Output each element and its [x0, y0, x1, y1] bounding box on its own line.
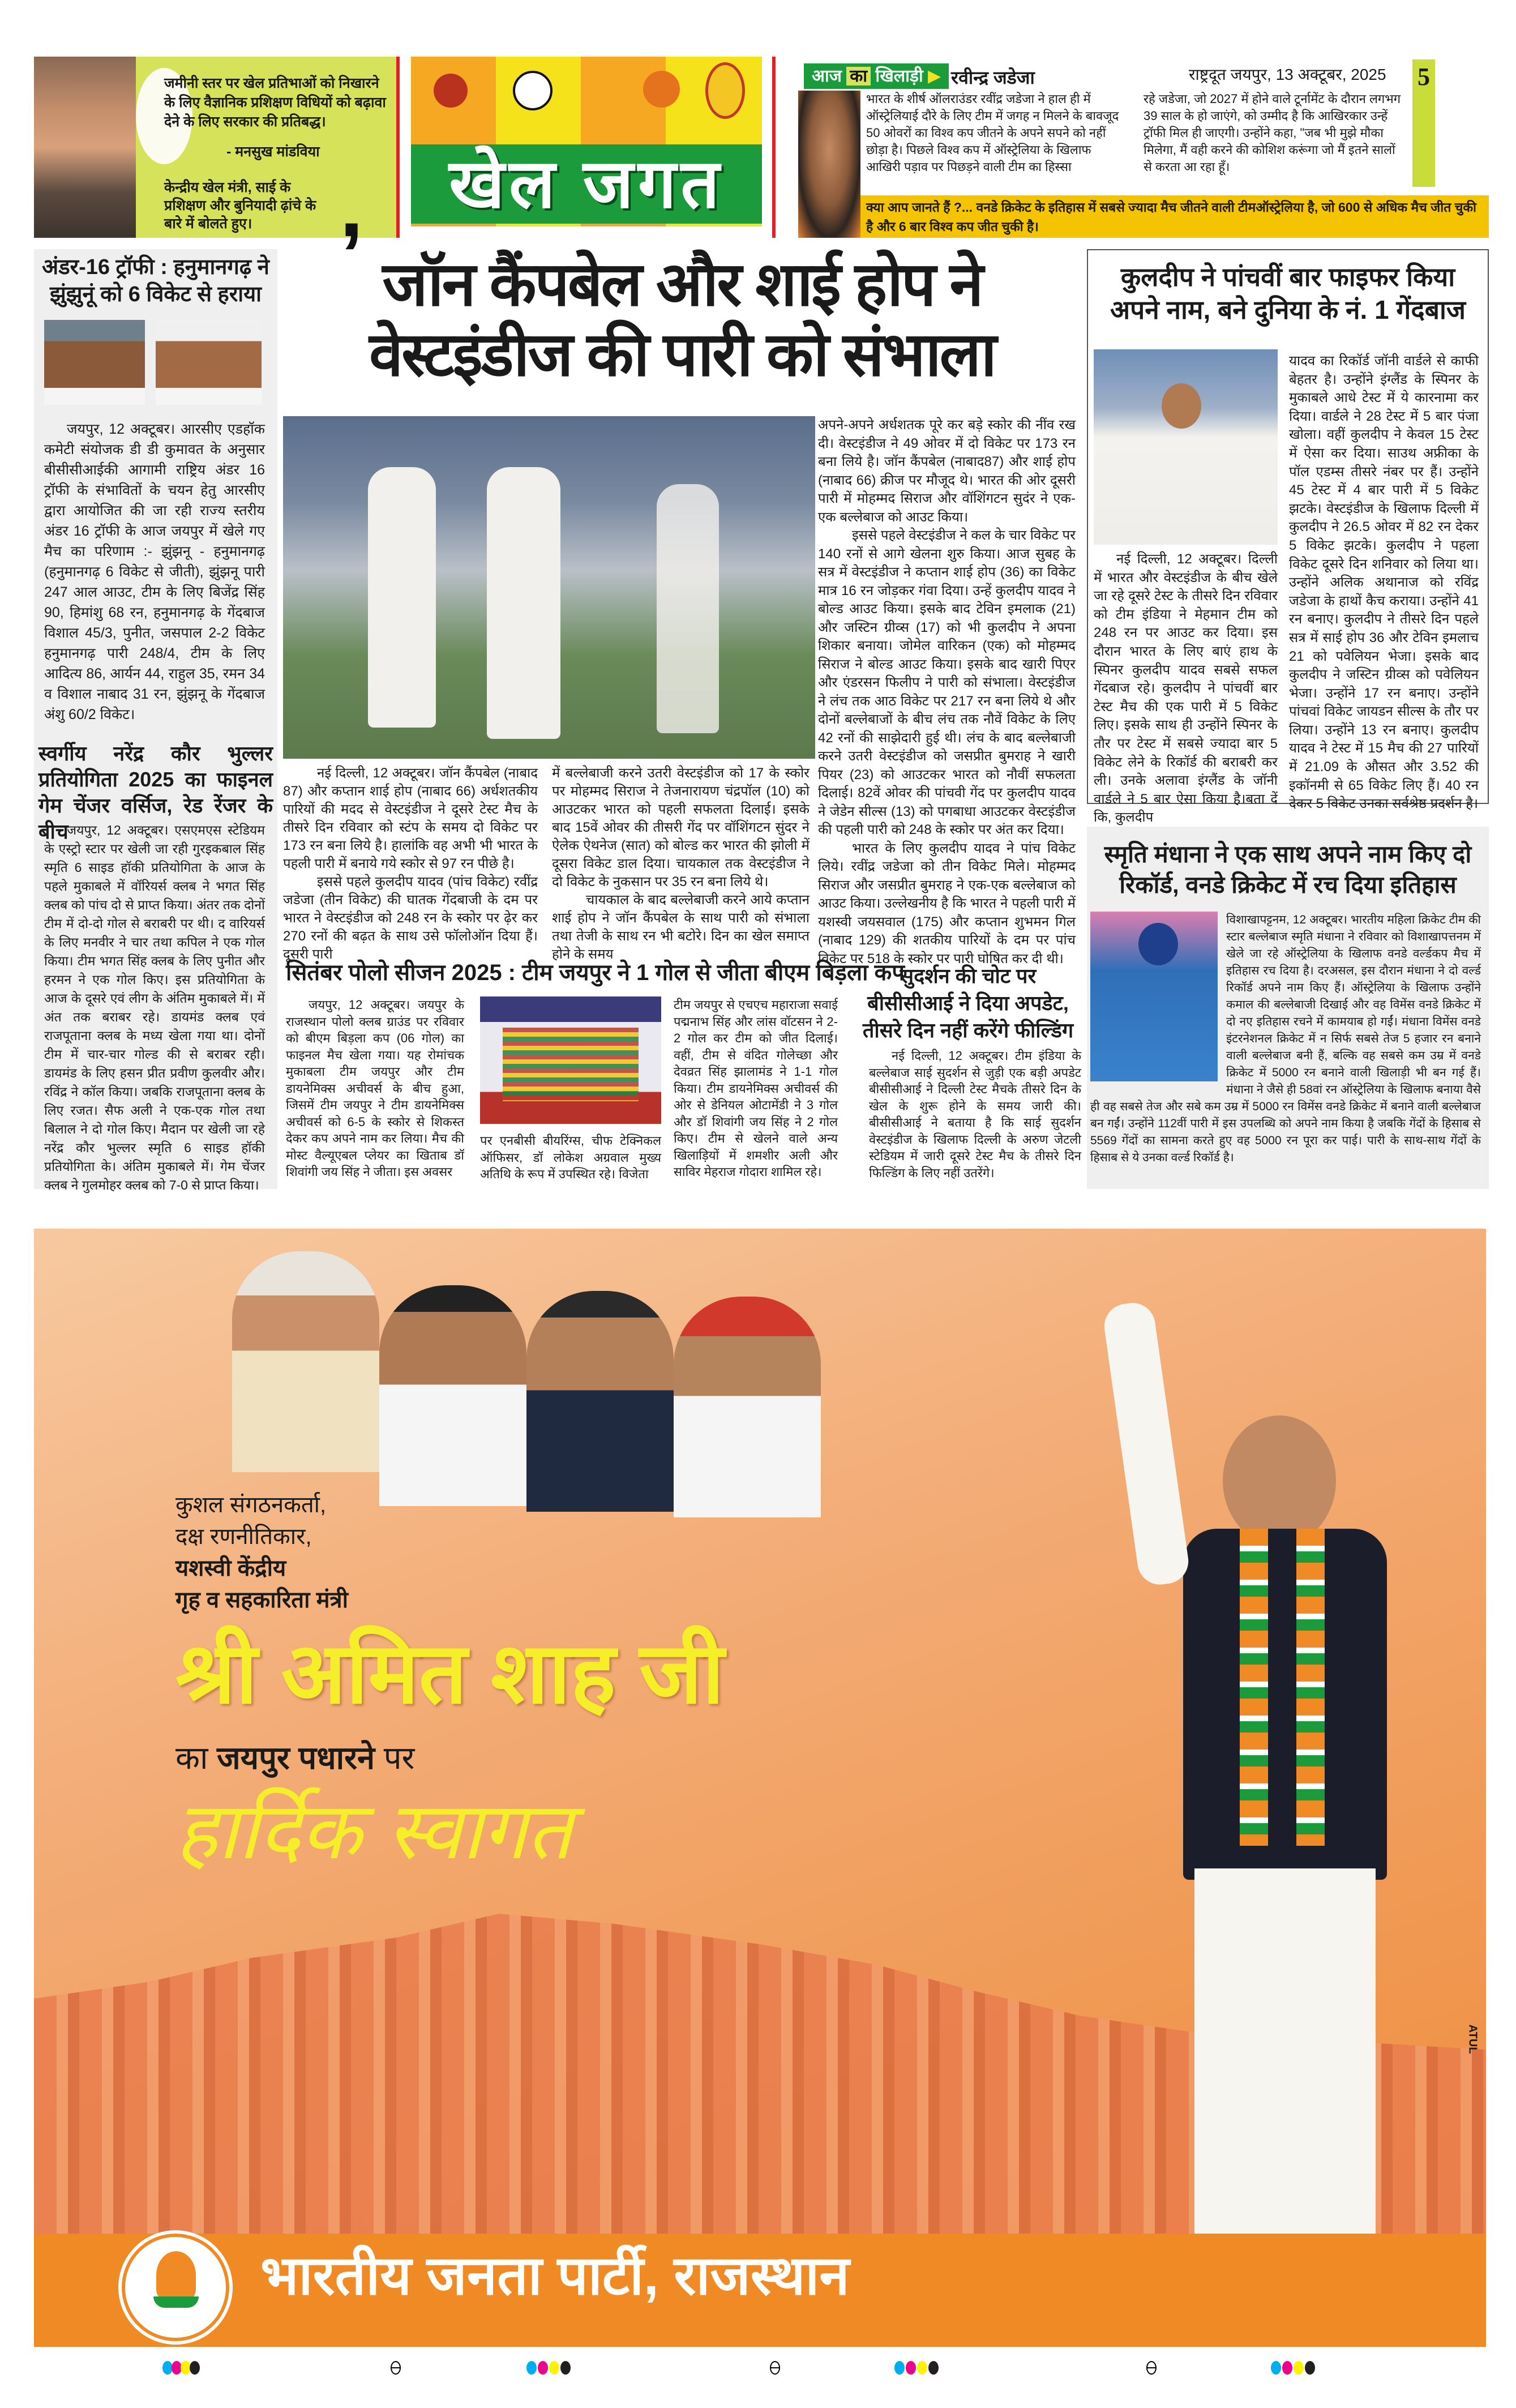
closing-quote-icon: , — [340, 159, 363, 254]
figure-jacket — [1183, 1529, 1387, 1880]
story-body: जयपुर, 12 अक्टूबर। आरसीए एडहॉक कमेटी संयोजक डी डी कुमावत के अनुसार बीसीसीआईकी आगामी राष्ट्रिय अंडर 16 ट्रॉफी के संभावितों के चयन हेतु आरसीए द्वारा आयोजित की जा रही राज्य स्तरीय अंडर 16 ट्रॉफी के आज जयपुर में खेले गए मैच का परिणाम :- झुंझनू - हनुमानगढ़ (हनुमानगढ़ 6 विकेट से जीती), झुंझनू पारी 247 आल आउट, टीम के लिए बिजेंद्र सिंह 90, हिमांशु 68 रन, हनुमानगढ़ के गेंदबाज विशाल 45/3, पुनीत, जसपाल 2-2 विकेट हनुमानगढ़ पारी 248/4, टीम के लिए आदित्य 86, आर्यन 44, राहुल 35, रमन 34 व विशाल नाबाद 31 रन, झुंझनू के गेंदबाज अंशु 60/2 विकेट। — [44, 421, 265, 722]
tag-word: आज — [812, 67, 842, 85]
smriti-story-box — [1087, 827, 1489, 1189]
lotus-leaves — [153, 2296, 199, 2308]
polo-col3: टीम जयपुर से एचएच महाराजा सवाई पद्मनाभ सिंह और लांस वॉटसन ने 2-2 गोल कर टीम को जीत दिलाई। वहीं, टीम से वंदित गोलेच्छा और देवव्रत सिंह झालामंड ने 1-1 गोल किया। टीम डायनेमिक्स अचीवर्स की ओर से डेनियल ओटामेंडी ने 3 गोल और डॉ शिवांगी जय सिंह ने 2 गोल किए। टीम से खेलने वाले अन्य खिलाड़ियों में शमशीर अली और साविर मेहराज गोदारा शामिल रहे। — [674, 998, 838, 1179]
headline-polo: सितंबर पोलो सीजन 2025 : टीम जयपुर ने 1 गोल से जीता बीएम बिड़ला कप — [286, 960, 905, 985]
fielder-figure — [657, 484, 719, 733]
yellow-registration-dot — [549, 2361, 559, 2375]
paragraph: इससे पहले वेस्टइंडीज ने कल के चार विकेट पर 140 रनों से आगे खेलना शुरु किया। आज सुबह के सत्र में वेस्टइंडीज ने कप्तान शाई होप (36) का विकेट मात्र 16 रन जोड़कर गंवा दिया। उन्हें कुलदीप यादव ने बोल्ड आउट किया। इसके बाद टेविन इमलाक (21) और जस्टिन ग्रीव्स (17) को भी कुलदीप ने अपना शिकार बनाया। जोमेल वारिकन (एक) को मोहम्मद सिराज ने बोल्ड आउट किया। इसके बाद खारी पिएर और एंडरसन फिलीप ने पारी को संभाला। वेस्टइंडीज ने लंच तक आठ विकेट पर 217 रन बना लिये थे और दोनों बल्लेबाजों के बीच लंच तक नौवें विकेट के लिए 42 रनों की साझेदारी हुई थी। लंच के बाद बल्लेबाजी करने उतरी वेस्टइंडीज को जसप्रीत बुमराह ने खारी पियर (23) को आउटकर भारत को नौवीं सफलता दिलाई। 82वें ओवर की पांचवी गेंद पर कुलदीप यादव ने जेडेन सील्स (13) को पगबाधा आउटकर वेस्टइंडीज की पहली पारी को 248 के स्कोर पर अंत कर दिया। — [818, 528, 1076, 837]
story-body: जयपुर, 12 अक्टूबर। एसएमएस स्टेडियम के एस्ट्रो स्टार पर खेली जा रही गुरइकबाल सिंह स्मृति 6 साइड हॉकी प्रतियोगिता के आज के पहले मुकाबले में वॉरियर्स क्लब ने भगत सिंह क्लब को पांच दो से प्राप्त किया। अंतर तक दोनों टीम में दो-दो गोल से बराबरी पर थी। द वारियर्स के लिए मनवीर ने चार तथा कपिल ने एक गोल किया। टीम भगत सिंह क्लब के लिए पुनीत और हरमन ने एक गोल किए। इस प्रतियोगिता के आज के दूसरे एवं लीग के अंतिम मुकाबले में। में अंत तक बराबर रहे। डायमंड क्लब एवं राजपूताना क्लब के मध्य खेला गया था। दोनों टीम में चार-चार गोल्ड की से बराबर रही। डायमंड के लिए हसन प्रीत प्रवीण कुलवीर और। रविंद्र ने कॉल किया। जबकि राजपूताना क्लब के लिए रजत। सैफ अली ने एक-एक गोल तथा बिलाल ने दो गोल किए। मैदान पर खेली जा रहे नरेंद्र कौर भुल्लर स्मृति 6 साइड हॉकी प्रतियोगिता के। अंतिम मुकाबले में। गेम चेंजर क्लब ने गुलमोहर क्लब को 7-0 से प्राप्त किया। — [44, 823, 265, 1192]
ad-text: जयपुर पधारने — [217, 1740, 375, 1776]
amit-shah-photo — [1110, 1302, 1461, 2293]
quote-author: - मनसुख मांडविया — [226, 144, 320, 160]
magenta-registration-dot — [1282, 2361, 1292, 2375]
polo-trophy-photo — [480, 996, 661, 1124]
story-text: विशाखापट्टनम, 12 अक्टूबर। भारतीय महिला क्रिकेट टीम की स्टार बल्लेबाज स्मृति मंधाना ने रविवार को विशाखापत्तनम में खेले जा रहे ऑस्ट्रेलिया के खिलाफ वनडे वर्ल्डकप मैच में इतिहास रच दिया है। दरअसल, इस दौरान मंधाना ने दो वर्ल्ड रिकॉर्ड अपने नाम किए हैं। ऑस्ट्रेलिया के खिलाफ उन्होंने कमाल की बल्लेबाजी दिखाई और वह विमेंस वनडे क्रिकेट में दो नए इतिहास रचने में कामयाब हो गईं। मंधाना विमेंस वनडे इंटरनेशनल क्रिकेट में न सिर्फ सबसे तेज 5 हजार रन बनाने वाली बल्लेबाज बनी हैं, बल्कि वह सबसे कम उम्र में वनडे क्रिकेट में 5000 रन बनाने वाली खिलाड़ी भी बन गई हैं। मंधाना ने जैसे ही 58वां रन ऑस्ट्रेलिया के खिलाफ बनाया वैसे ही वह सबसे तेज और सबे कम उम्र में 5000 रन विमेंस वनडे क्रिकेट में बनाने वाली बल्लेबाज बन गईं। उन्होंने 112वीं पारी में इस उपलब्धि को अपने नाम किया है जबकि गेंदों के हिसाब से 5569 गेंदों का सामना करते हुए वह 5000 रन पूरा कर पाई। पारी के साथ-साथ गेंदों के हिसाब से ये उनका वर्ल्ड रिकॉर्ड है। — [1090, 913, 1481, 1164]
football-icon — [513, 71, 553, 110]
kuldeep-col-right: यादव का रिकॉर्ड जॉनी वार्डले से काफी बेहतर है। उन्होंने इंग्लैंड के स्पिनर के मुकाबले आधे टेस्ट में ये कारनामा कर दिया। वार्डले ने 28 टेस्ट में 5 बार पंजा खोला। वहीं कुलदीप ने केवल 15 टेस्ट में ऐसा कर दिया। साउथ अफ्रीका के पॉल एडम्स तीसरे नंबर पर हैं। उन्होंने 45 टेस्ट में 4 बार पारी में 5 विकेट झटके। वेस्टइंडीज के खिलाफ दिल्ली में कुलदीप ने 26.5 ओवर में 82 रन देकर 5 विकेट झटके। कुलदीप ने पहला विकेट दूसरे दिन शनिवार को लिया था। उन्होंने अलिक अथानाज को रविंद्र जडेजा के हाथों कैच कराया। उन्होंने 41 रन बनाए। कुलदीप ने तीसरे दिन पहले सत्र में साई होप 36 और टेविन इमलाच 21 को पवेलियन भेजा। इसके बाद कुलदीप ने जस्टिन ग्रीव्स को पवेलियन भेजा। उन्होंने 17 रन बनाए। उन्होंने पांचवां विकेट जायडन सील्स के तौर पर लिया। उन्होंने 13 रन बनाए। कुलदीप यादव ने टेस्ट में 15 मैच की 27 पारियों में 21.09 के औसत और 3.52 की इकॉनमी से 65 विकेट लिए हैं। 40 रन देकर 5 विकेट उनका सर्वश्रेष्ठ प्रदर्शन है। — [1289, 353, 1479, 812]
minister-quote-panel — [34, 57, 396, 254]
smriti-body — [1090, 912, 1481, 1183]
welcome-advertisement — [34, 1229, 1486, 2347]
lotus-icon — [156, 2251, 196, 2299]
crosshair-registration-mark — [1146, 2361, 1157, 2375]
black-registration-dot — [1305, 2361, 1315, 2375]
minister-photo — [34, 57, 136, 238]
section-logo-khel-jagat — [396, 57, 776, 238]
main-story-col2 — [552, 764, 810, 962]
ad-tagline — [175, 1489, 348, 1616]
main-story-photo — [283, 416, 815, 759]
ad-welcome: हार्दिक स्वागत — [175, 1785, 572, 1877]
tag-word: खिलाड़ी — [875, 67, 923, 85]
leader-photo — [379, 1285, 526, 1506]
player-photo — [156, 320, 262, 405]
crosshair-registration-mark — [770, 2361, 780, 2375]
main-headline: जॉन कैंपबेल और शाई होप ने वेस्टइंडीज की पारी को संभाला — [369, 250, 995, 388]
headline-kuldeep: कुलदीप ने पांचवीं बार फाइफर किया अपने नाम, बने दुनिया के नं. 1 गेंदबाज — [1110, 262, 1466, 324]
players-group — [503, 1028, 639, 1101]
saffron-scarf — [1296, 1529, 1325, 1846]
player-text: रहे जडेजा, जो 2027 में होने वाले टूर्नामेंट के दौरान लगभग 39 साल के हो जाएंगे, को उम्मीद है कि आखिरकार उन्हें ट्रॉफी मिल ही जाएगी। उन्होंने कहा, "जब भी मुझे मौका मिलेगा, मैं वही करने की कोशिश करूंगा जो मैं इतने सालों से करता आ रहा हूँ। — [1144, 92, 1401, 174]
basketball-icon — [643, 71, 680, 108]
tag-word: का — [846, 67, 871, 85]
cyan-registration-dot — [526, 2361, 537, 2375]
ad-line: गृह व सहकारिता मंत्री — [175, 1588, 348, 1613]
ad-line: कुशल संगठनकर्ता, — [175, 1492, 327, 1517]
saffron-scarf — [1240, 1529, 1268, 1846]
photo-wrap-spacer — [1090, 912, 1226, 1084]
bjp-lotus-logo — [122, 2234, 229, 2341]
kuldeep-photo — [1094, 349, 1278, 545]
crosshair-registration-mark — [391, 2361, 401, 2375]
paragraph: भारत के लिए कुलदीप यादव ने पांच विकेट लिये। रवींद्र जडेजा को तीन विकेट मिले। मोहम्मद सिराज और जसप्रीत बुमराह ने एक-एक बल्लेबाज को आउट किया। उल्लेखनीय है कि भारत ने पहली पारी में यशस्वी जयसवाल (175) और कप्तान शुभमन गिल (नाबाद 129) की शतकीय पारियों के दम पर पांच विकेट पर 518 के स्कोर पर पारी घोषित कर दी थी। — [818, 840, 1076, 966]
jadeja-photo — [798, 91, 860, 238]
player-head — [1162, 383, 1201, 429]
figure-dhoti — [1194, 1868, 1376, 2253]
batsman-figure — [368, 467, 436, 728]
ad-welcome-line — [175, 1738, 414, 1778]
quote-text: जमीनी स्तर पर खेल प्रतिभाओं को निखारने के लिए वैज्ञानिक प्रशिक्षण विधियों को बढ़ावा देने के लिए सरकार की प्रतिबद्ध। — [164, 75, 386, 130]
leader-photo — [232, 1251, 379, 1472]
polo-col1: जयपुर, 12 अक्टूबर। जयपुर के राजस्थान पोलो क्लब ग्राउंड पर रविवार को बीएम बिड़ला कप (06 गोल) का फाइनल मैच खेला गया। यह रोमांचक मुकाबला टीम जयपुर और टीम डायनेमिक्स अचीवर्स के बीच हुआ, जिसमें टीम जयपुर ने टीम डायनेमिक्स अचीवर्स को 6-5 के स्कोर से शिकस्त देकर कप अपने नाम कर लिया। मैच की मोस्ट वैल्यूएबल प्लेयर का खिताब डॉ शिवांगी जय सिंह ने जीता। इस अवसर — [286, 998, 464, 1179]
leader-photo — [674, 1297, 821, 1517]
aaj-ka-khiladi-tag — [804, 63, 949, 89]
yellow-registration-dot — [1294, 2361, 1304, 2375]
magenta-registration-dot — [538, 2361, 548, 2375]
headline-smriti: स्मृति मंधाना ने एक साथ अपने नाम किए दो रिकॉर्ड, वनडे क्रिकेट में रच दिया इतिहास — [1104, 841, 1472, 898]
ad-name: श्री अमित शाह जी — [175, 1626, 725, 1721]
left-column — [34, 249, 277, 1192]
main-story-col1 — [283, 764, 538, 962]
cyan-registration-dot — [1271, 2361, 1281, 2375]
paragraph: चायकाल के बाद बल्लेबाजी करने आये कप्तान शाई होप ने जॉन कैंपबेल के साथ पारी को संभाला तथा तेजी के साथ रन भी बटोरे। दिन का खेल समाप्त होने के समय — [552, 892, 810, 962]
paragraph: में बल्लेबाजी करने उतरी वेस्टइंडीज को 17 के स्कोर पर मोहम्मद सिराज ने तेजनारायण चंद्रपॉल (10) को आउटकर भारत को पहली सफलता दिलाई। इसके बाद 15वें ओवर की तीसरी गेंद पर वॉशिंगटन सुंदर ने ऐलेक ऐथनेज (सात) को बोल्ड कर भारत की झोली में दूसरा विकेट डाल दिया। चायकाल तक वेस्टइंडीज ने दो विकेट के नुकसान पर 35 रन बना लिये थे। — [552, 765, 810, 889]
player-of-the-day-panel — [793, 57, 1489, 238]
tennis-racket-icon — [705, 62, 745, 119]
arrow-icon: ▶ — [928, 67, 941, 85]
artist-credit: ATUL — [1466, 2024, 1479, 2054]
leader-photo — [526, 1291, 674, 1512]
dateline: राष्ट्रदूत जयपुर, 13 अक्टूबर, 2025 — [1189, 66, 1386, 83]
cricket-ball-icon — [434, 74, 468, 108]
section-title: खेल जगत — [411, 144, 762, 224]
kuldeep-col-left: नई दिल्ली, 12 अक्टूबर। दिल्ली में भारत और वेस्टइंडीज के बीच खेले जा रहे दूसरे टेस्ट के तीसरे दिन रविवार को टीम इंडिया ने मेहमान टीम को 248 रन पर आउट कर दिया। इस दौरान भारत के लिए बाएं हाथ के स्पिनर कुलदीप यादव सबसे सफल गेंदबाज रहे। कुलदीप ने पांचवीं बार टेस्ट मैच की एक पारी में 5 विकेट लिए। इसके साथ ही उन्होंने स्पिनर के तौर पर टेस्ट में सबसे ज्यादा बार 5 विकेट लेने के रिकॉर्ड की बराबरी कर ली। उनके अलावा इंग्लैंड के जॉनी वार्डले ने 5 बार ऐसा किया है।बता दें कि, कुलदीप — [1094, 551, 1278, 826]
party-name: भारतीय जनता पार्टी, राजस्थान — [260, 2246, 850, 2306]
ad-text: का — [175, 1740, 208, 1776]
ad-text: पर — [383, 1740, 415, 1776]
main-story-col3 — [818, 416, 1076, 966]
ad-line: यशस्वी केंद्रीय — [175, 1556, 286, 1581]
cyan-registration-dot — [894, 2361, 905, 2375]
player-text: भारत के शीर्ष ऑलराउंडर रवींद्र जडेजा ने हाल ही में ऑस्ट्रेलियाई दौरे के लिए टीम में जगह न मिलने के बावजूद 50 ओवरों का विश्व कप जीतने के अपने सपने को नहीं छोड़ा है। पिछले विश्व कप में ऑस्ट्रेलिया के खिलाफ आखिरी पड़ाव पर पिछड़ने वाली टीम का हिस्सा — [866, 92, 1119, 174]
magenta-registration-dot — [906, 2361, 916, 2375]
headline-sudarshan: सुदर्शन की चोट पर बीसीसीआई ने दिया अपडेट, तीसरे दिन नहीं करेंगे फील्डिंग — [862, 964, 1074, 1042]
paragraph: नई दिल्ली, 12 अक्टूबर। जॉन कैंपबेल (नाबाद 87) और कप्तान शाई होप (नाबाद 66) अर्धशतकीय पारियों की मदद से वेस्टइंडीज ने दूसरे टेस्ट मैच के तीसरे दिन रविवार को स्टंप के समय दो विकेट पर 173 रन बना लिये है। हालांकि वह अभी भी भारत के पहली पारी में बनाये गये स्कोर से 97 रन पीछे है। — [283, 765, 538, 871]
yellow-registration-dot — [917, 2361, 927, 2375]
did-you-know-bar: क्या आप जानते हैं ?... वनडे क्रिकेट के इतिहास में सबसे ज्यादा मैच जीतने वाली टीमऑस्ट्रेलिया है, जो 600 से अधिक मैच जीत चुकी है और 6 बार विश्व कप जीत चुकी है। — [860, 195, 1489, 238]
player-name: रवीन्द्र जडेजा — [951, 67, 1035, 88]
black-registration-dot — [190, 2361, 200, 2375]
sudarshan-body: नई दिल्ली, 12 अक्टूबर। टीम इंडिया के बल्लेबाज साई सुदर्शन से जुड़ी एक बड़ी अपडेट बीसीसीआई ने दिल्ली टेस्ट मैचके तीसरे दिन के खेल के शुरू होने के समय जारी की। बीसीसीआई ने बताया है कि साई सुदर्शन वेस्टइंडीज के खिलाफ दिल्ली के अरुण जेटली स्टेडियम में जारी दूसरे टेस्ट मैच के तीसरे दिन फिल्डिंग के लिए नहीं उतरेंगे। — [869, 1049, 1081, 1180]
black-registration-dot — [560, 2361, 571, 2375]
player-photo — [44, 320, 145, 405]
black-registration-dot — [928, 2361, 939, 2375]
quote-caption: केन्द्रीय खेल मंत्री, साई के प्रशिक्षण और बुनियादी ढ़ांचे के बारे में बोलते हुए। — [164, 179, 316, 232]
headline-hockey-final: स्वर्गीय नरेंद्र कौर भुल्लर प्रतियोगिता 2025 का फाइनल गेम चेंजर वर्सिज, रेड रेंजर के बीच — [38, 742, 273, 843]
polo-col2: पर एनबीसी बीयरिंग्स, चीफ टेक्निकल ऑफिसर, डॉ लोकेश अग्रवाल मुख्य अतिथि के रूप में उपस्थित रहे। विजेता — [480, 1134, 661, 1181]
figure-head — [1223, 1415, 1336, 1546]
page-number: 5 — [1417, 63, 1430, 91]
paragraph: इससे पहले कुलदीप यादव (पांच विकेट) रवींद्र जडेजा (तीन विकेट) की घातक गेंदबाजी के दम पर भारत ने वेस्टइंडीज को 248 रन के स्कोर पर ढ़ेर कर 270 रनों की बढ़त के साथ उसे फॉलोऑन दिया हैं। दूसरी पारी — [283, 874, 538, 962]
batsman-figure — [487, 467, 560, 739]
ad-line: दक्ष रणनीतिकार, — [175, 1524, 312, 1549]
kuldeep-story-box — [1087, 249, 1489, 826]
headline-under16: अंडर-16 ट्रॉफी : हनुमानगढ़ ने झुंझुनूं को 6 विकेट से हराया — [42, 255, 269, 306]
raised-arm — [1102, 1300, 1192, 1588]
paragraph: अपने-अपने अर्धशतक पूरे कर बड़े स्कोर की नींव रख दी। वेस्टइंडीज ने 49 ओवर में दो विकेट पर 173 रन बना लिये है। जॉन कैंपबेल (नाबाद87) और शाई होप (नाबाद 66) क्रीज पर मौजूद थे। भारत की ओर दूसरी पारी में मोहम्मद सिराज और वॉशिंगटन सुदंर ने एक-एक बल्लेबाज को आउट किया। — [818, 417, 1076, 525]
